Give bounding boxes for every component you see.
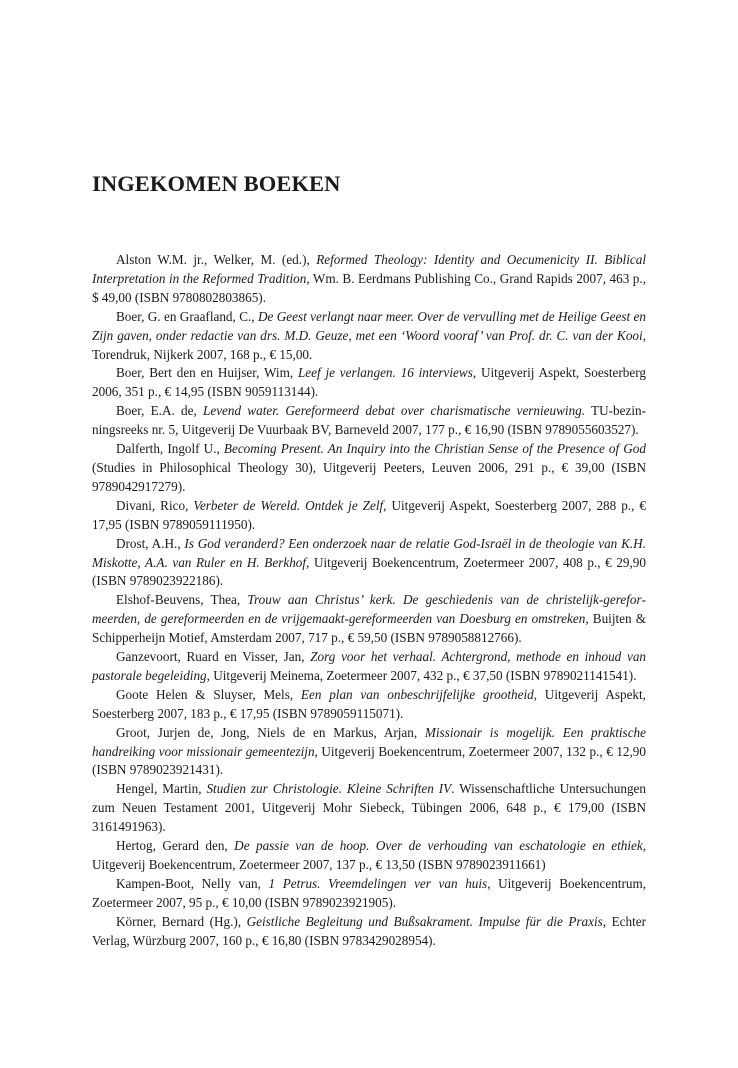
book-entry [92,497,646,535]
book-entry [92,535,646,592]
entry-author: Ganzevoort, Ruard en Visser, Jan, [116,649,311,665]
book-entry [92,364,646,402]
book-entry [92,591,646,648]
entry-author: Körner, Bernard (Hg.), [116,913,247,929]
entry-author: Elshof-Beuvens, Thea, [116,592,248,608]
entry-title: De passie van de hoop. Over de verhouding van eschatologie en ethiek [234,838,643,854]
book-list [92,251,646,951]
entry-author: Goote Helen & Sluyser, Mels, [116,686,301,702]
book-entry [92,837,646,875]
entry-details: TU-bezinningsreeks nr. 5, Uitgeverij De Vuurbaak BV, Barneveld 2007, 177 p., € 16,90 (ISBN 9789055603527). [92,403,646,438]
entry-title: Is God veranderd? Een onderzoek naar de relatie God-Israël in de theologie van K.H. Miskotte, A.A. van Ruler en H. Berkhof, [92,535,646,570]
entry-author: Groot, Jurjen de, Jong, Niels de en Markus, Arjan, [116,724,425,740]
book-entry [92,648,646,686]
book-entry [92,875,646,913]
book-entry [92,402,646,440]
book-entry [92,724,646,781]
entry-title: Geistliche Begleitung und Bußsakrament. Impulse für die Praxis [246,913,603,929]
entry-author: Dalferth, Ingolf U., [116,441,224,457]
entry-details: , Uitgeverij Aspekt, Soesterberg 2007, 183 p., € 17,95 (ISBN 9789059115071). [92,686,646,721]
entry-title: Leef je verlangen. 16 interviews [297,365,473,381]
entry-title: 1 Petrus. Vreemdelingen ver van huis [268,875,488,891]
entry-details: , Uitgeverij Boekencentrum, Zoetermeer 2007, 137 p., € 13,50 (ISBN 9789023911661) [92,838,646,872]
entry-author: Alston W.M. jr., Welker, M. (ed.), [116,252,317,267]
entry-details: (Studies in Philosophical Theology 30), Uitgeverij Peeters, Leuven 2006, 291 p., € 39,00 (ISBN 9789042917279). [92,459,646,494]
book-entry [92,780,646,837]
entry-title: Een plan van onbeschrijfelijke grootheid [300,686,534,702]
entry-details: . Wissenschaftliche Untersuchungen zum Neuen Testament 2001, Uitgeverij Mohr Siebeck, Tübingen 2006, 648 p., € 179,00 (ISBN 3161491963). [92,781,646,835]
entry-title: Studien zur Christologie. Kleine Schriften IV [206,781,452,797]
entry-title: Reformed Theology: Identity and Oecumenicity II. Biblical Interpretation in the Reformed Tradition [92,252,646,286]
entry-title: Becoming Present. An Inquiry into the Christian Sense of the Presence of God [223,441,646,457]
entry-title: Trouw aan Christus’ kerk. De geschiedenis van de christelijk-gereformeerden, de gereformeerden en de vrijgemaakt-gereformeerden van Doesburg en omstreken [92,592,647,627]
entry-author: Kampen-Boot, Nelly van, [116,875,269,891]
book-entry [92,686,646,724]
entry-author: Boer, G. en Graafland, C., [116,308,258,324]
entry-author: Boer, Bert den en Huijser, Wim, [116,365,298,381]
entry-details: , Torendruk, Nijkerk 2007, 168 p., € 15,00. [92,327,646,362]
entry-details: , Uitgeverij Boekencentrum, Zoetermeer 2007, 95 p., € 10,00 (ISBN 9789023921905). [92,875,646,910]
entry-details: , Buijten & Schipperheijn Motief, Amsterdam 2007, 717 p., € 59,50 (ISBN 9789058812766). [92,611,646,646]
book-entry [92,308,646,365]
entry-title: De Geest verlangt naar meer. Over de vervulling met de Heilige Geest en Zijn gaven, onder redactie van drs. M.D. Geuze, met een ‘Woord vooraf’ van Prof. dr. C. van der Kooi [92,308,647,343]
entry-author: Boer, E.A. de, [116,403,203,419]
entry-title: Verbeter de Wereld. Ontdek je Zelf [193,497,384,513]
entry-details: , Uitgeverij Aspekt, Soesterberg 2006, 351 p., € 14,95 (ISBN 9059113144). [92,365,646,400]
entry-title: Missionair is mogelijk. Een praktische handreiking voor missionair gemeentezijn, [92,724,646,759]
entry-details: , Uitgeverij Aspekt, Soesterberg 2007, 288 p., € 17,95 (ISBN 9789059111950). [92,497,646,532]
entry-author: Hertog, Gerard den, [116,838,235,854]
book-entry [92,440,646,497]
page-title: INGEKOMEN BOEKEN [92,171,341,196]
entry-title: Levend water. Gereformeerd debat over charismatische vernieuwing. [203,403,586,419]
entry-details: Uitgeverij Boekencentrum, Zoetermeer 2007, 132 p., € 12,90 (ISBN 9789023921431). [92,743,646,778]
book-entry [92,913,646,951]
entry-author: Drost, A.H., [116,535,185,551]
entry-details: , Uitgeverij Meinema, Zoetermeer 2007, 432 p., € 37,50 (ISBN 9789021141541). [206,667,637,683]
entry-details: Uitgeverij Boekencentrum, Zoetermeer 2007, 408 p., € 29,90 (ISBN 9789023922186). [92,554,646,589]
book-entry [92,251,646,308]
entry-title: Zorg voor het verhaal. Achtergrond, methode en inhoud van pastorale begeleiding [92,649,647,683]
entry-author: Hengel, Martin, [116,781,207,797]
entry-author: Divani, Rico, [116,497,194,513]
entry-details: , Wm. B. Eerdmans Publishing Co., Grand Rapids 2007, 463 p., $ 49,00 (ISBN 9780802803865). [92,270,646,305]
entry-details: , Echter Verlag, Würzburg 2007, 160 p., € 16,80 (ISBN 9783429028954). [92,913,646,948]
